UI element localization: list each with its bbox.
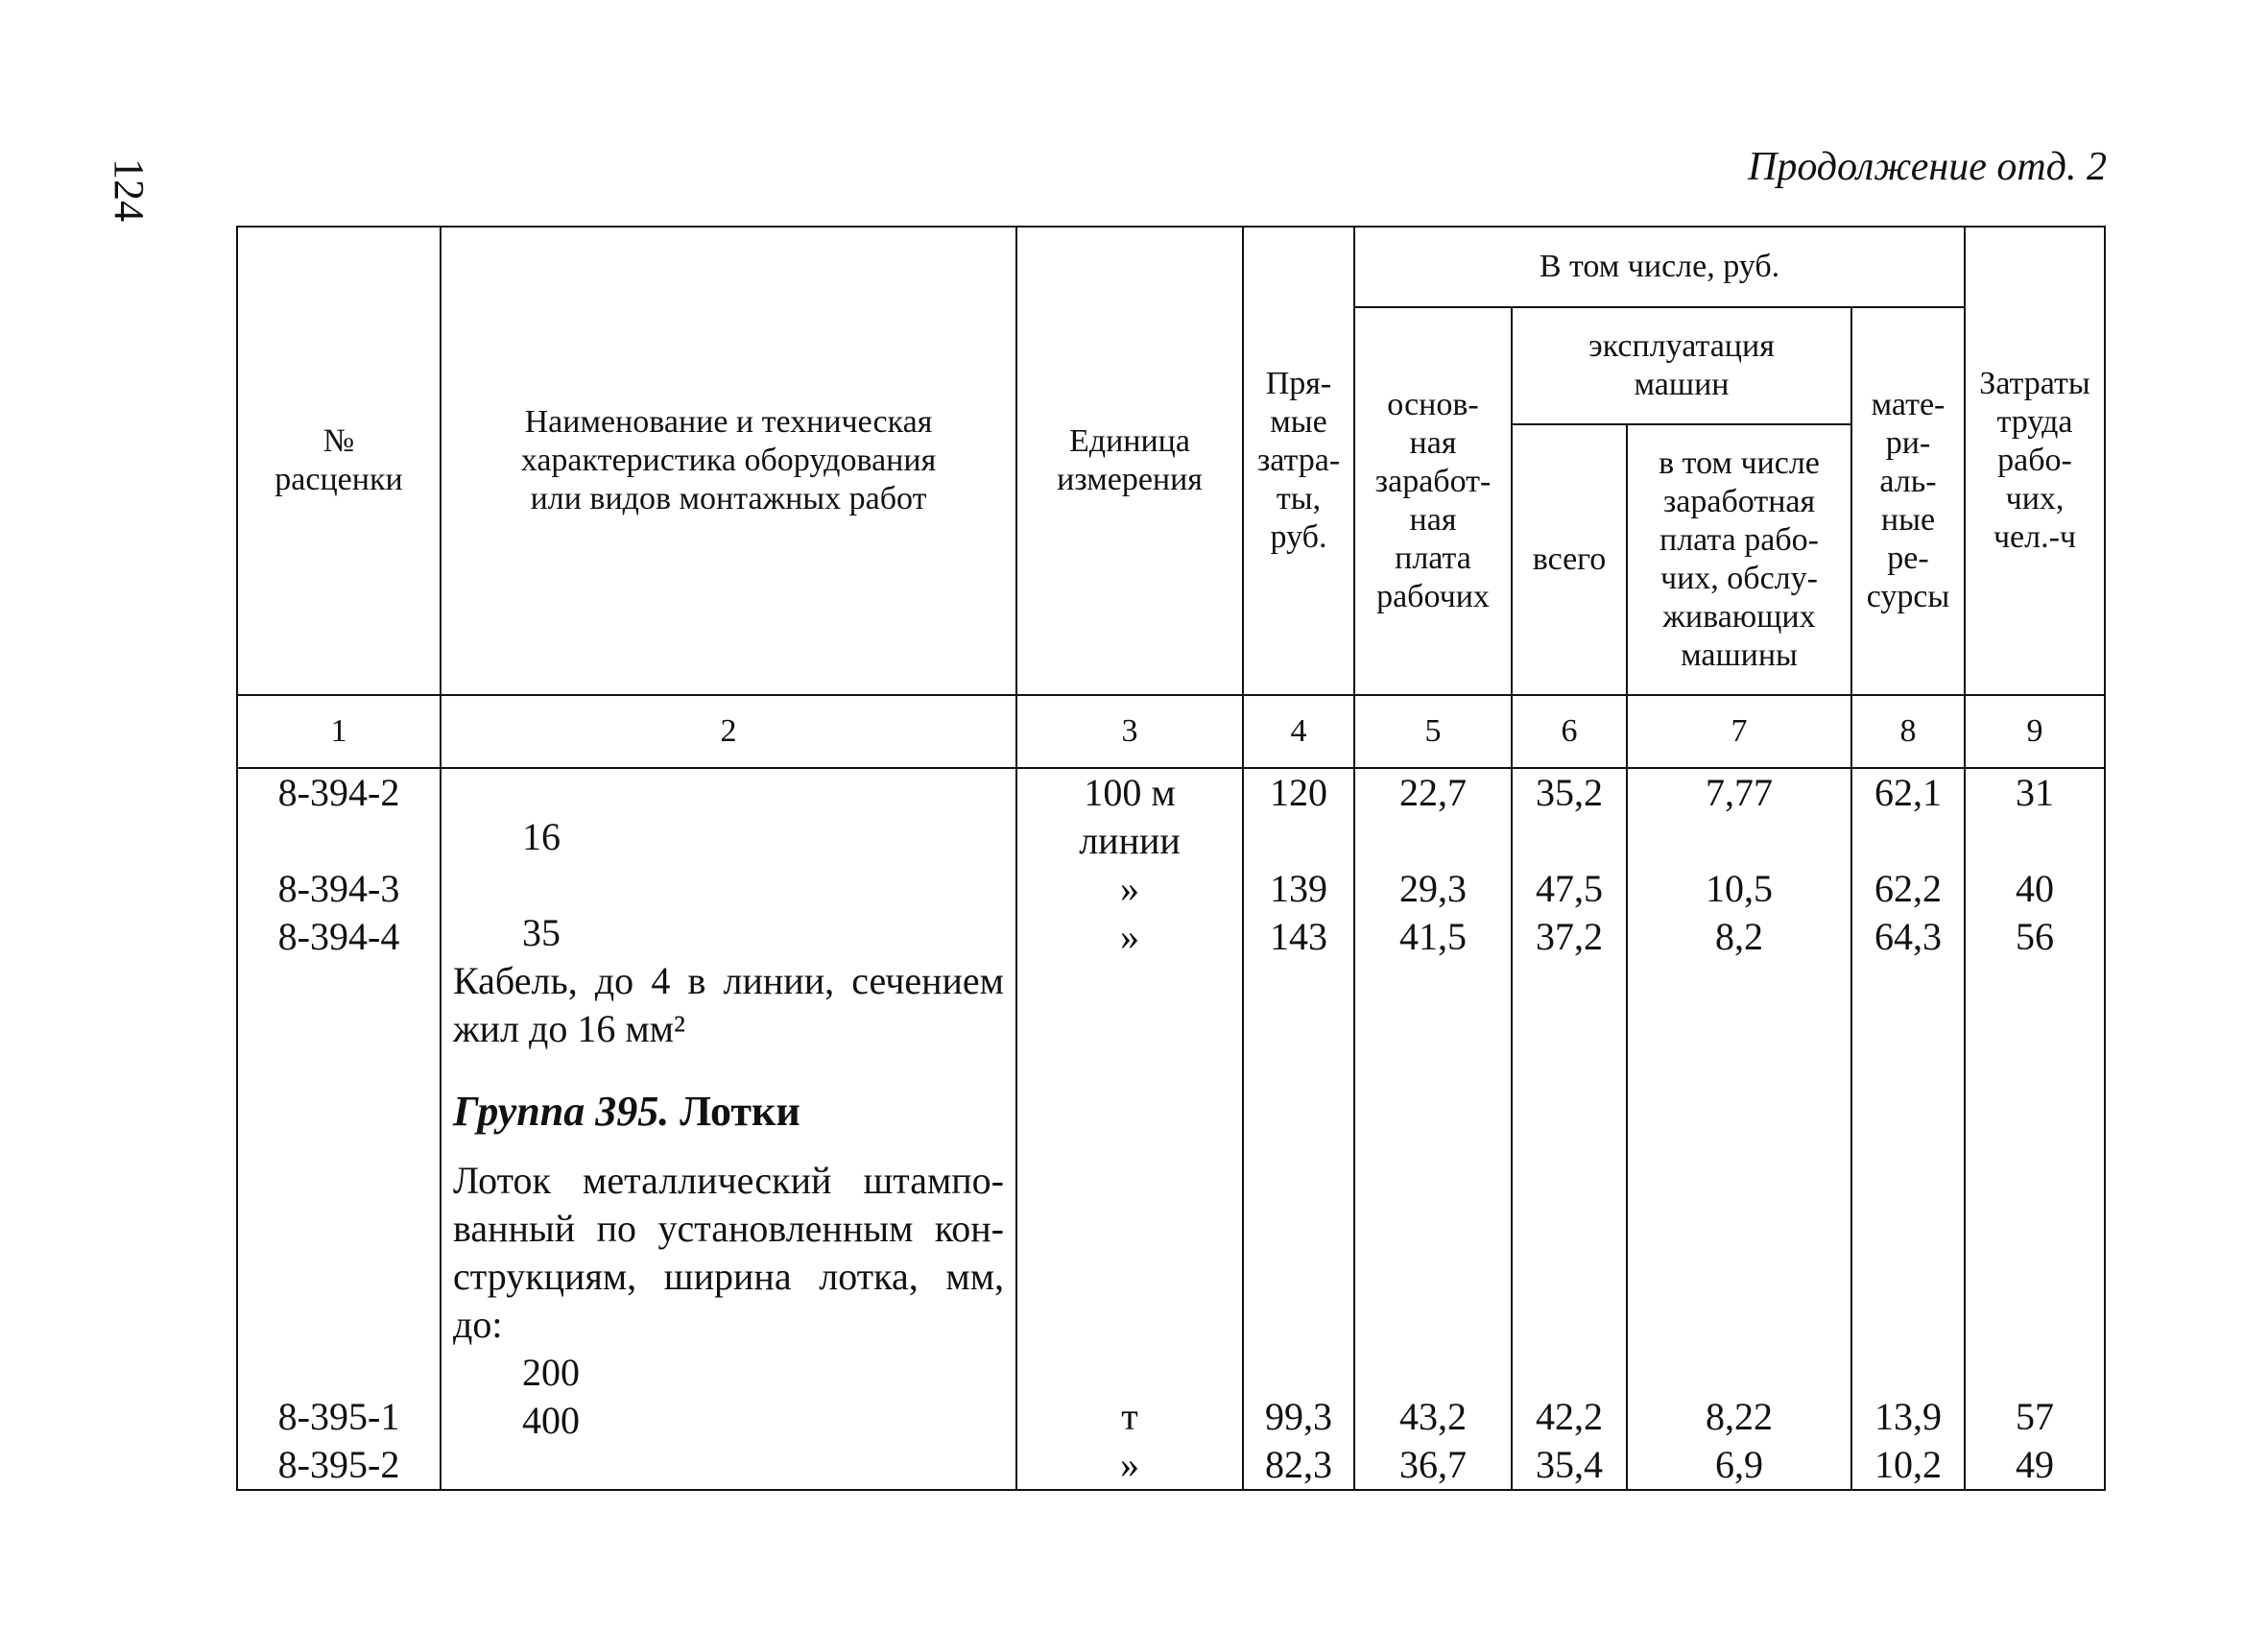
continuation-note: Продолжение отд. 2 [1747, 145, 2107, 189]
value: 8,22 [1706, 1395, 1773, 1438]
value: 139 [1270, 867, 1327, 910]
rate-code: 8-394-3 [277, 867, 400, 910]
value: 35,2 [1536, 771, 1603, 814]
price-table [236, 226, 2106, 1491]
value: 42,2 [1536, 1395, 1603, 1438]
item-name: 200 [522, 1351, 580, 1394]
names-column [441, 768, 1016, 1490]
value: 36,7 [1399, 1443, 1467, 1486]
value: 8,2 [1715, 915, 1763, 958]
value: 62,1 [1874, 771, 1942, 814]
item-name: Кабель, до 4 в линии, сечением [453, 959, 1004, 1002]
column-number: 1 [237, 695, 441, 768]
value: 99,3 [1265, 1395, 1332, 1438]
value: 10,5 [1706, 867, 1773, 910]
header-machine-operation: эксплуатация машин [1512, 307, 1851, 424]
header-name: Наименование и техническая характеристика оборудования или видов монтажных работ [441, 227, 1016, 695]
base-wages-column [1354, 768, 1512, 1490]
column-number: 4 [1243, 695, 1354, 768]
item-name: 35 [522, 911, 561, 954]
unit: » [1120, 867, 1139, 910]
header-direct-costs: Пря- мые затра- ты, руб. [1243, 227, 1354, 695]
value: 62,2 [1874, 867, 1942, 910]
value: 10,2 [1874, 1443, 1942, 1486]
value: 22,7 [1399, 771, 1467, 814]
column-number: 7 [1627, 695, 1851, 768]
units-column [1016, 768, 1243, 1490]
group-title: Группа 395. Лотки [453, 1088, 800, 1135]
header-machines-total: всего [1512, 424, 1627, 695]
rate-code: 8-394-4 [277, 915, 400, 958]
header-materials: мате- ри- аль- ные ре- сурсы [1851, 307, 1965, 695]
rate-code: 8-395-1 [277, 1395, 400, 1438]
unit: 100 м [1084, 771, 1176, 814]
labor-costs-column [1965, 768, 2105, 1490]
header-unit: Единица измерения [1016, 227, 1243, 695]
group-description: Лоток металлический штампо- [453, 1159, 1004, 1202]
value: 31 [2016, 771, 2054, 814]
column-number: 6 [1512, 695, 1627, 768]
group-description: струкциям, ширина лотка, мм, [453, 1255, 1004, 1298]
value: 143 [1270, 915, 1327, 958]
group-description: до: [453, 1303, 503, 1346]
rate-code: 8-394-2 [277, 771, 400, 814]
value: 43,2 [1399, 1395, 1467, 1438]
header-base-wages: основ- ная заработ- ная плата рабочих [1354, 307, 1512, 695]
value: 40 [2016, 867, 2054, 910]
value: 7,77 [1706, 771, 1773, 814]
header-rate-number: № расценки [237, 227, 441, 695]
header-machine-wages: в том числе заработная плата рабо- чих, обслу- живающих машины [1627, 424, 1851, 695]
value: 37,2 [1536, 915, 1603, 958]
value: 82,3 [1265, 1443, 1332, 1486]
value: 13,9 [1874, 1395, 1942, 1438]
unit: » [1120, 1443, 1139, 1486]
value: 47,5 [1536, 867, 1603, 910]
value: 35,4 [1536, 1443, 1603, 1486]
machines-total-column [1512, 768, 1627, 1490]
machine-wages-column [1627, 768, 1851, 1490]
column-number: 5 [1354, 695, 1512, 768]
value: 120 [1270, 771, 1327, 814]
unit: » [1120, 915, 1139, 958]
unit: т [1121, 1395, 1138, 1438]
column-number: 8 [1851, 695, 1965, 768]
column-number-row [237, 695, 2105, 768]
item-name: 16 [522, 815, 561, 858]
page-number: 124 [106, 158, 153, 222]
rate-codes-column [237, 768, 441, 1490]
column-number: 9 [1965, 695, 2105, 768]
column-number: 2 [441, 695, 1016, 768]
value: 57 [2016, 1395, 2054, 1438]
value: 49 [2016, 1443, 2054, 1486]
group-description: ванный по установленным кон- [453, 1207, 1004, 1250]
value: 64,3 [1874, 915, 1942, 958]
header-labor-costs: Затраты труда рабо- чих, чел.-ч [1965, 227, 2105, 695]
value: 6,9 [1715, 1443, 1763, 1486]
value: 41,5 [1399, 915, 1467, 958]
unit: линии [1079, 819, 1181, 862]
direct-costs-column [1243, 768, 1354, 1490]
header-including: В том числе, руб. [1354, 227, 1965, 307]
rate-code: 8-395-2 [277, 1443, 400, 1486]
item-name-continued: жил до 16 мм² [453, 1007, 685, 1050]
table-body [237, 768, 2105, 1490]
column-number: 3 [1016, 695, 1243, 768]
materials-column [1851, 768, 1965, 1490]
value: 29,3 [1399, 867, 1467, 910]
value: 56 [2016, 915, 2054, 958]
item-name: 400 [522, 1399, 580, 1442]
